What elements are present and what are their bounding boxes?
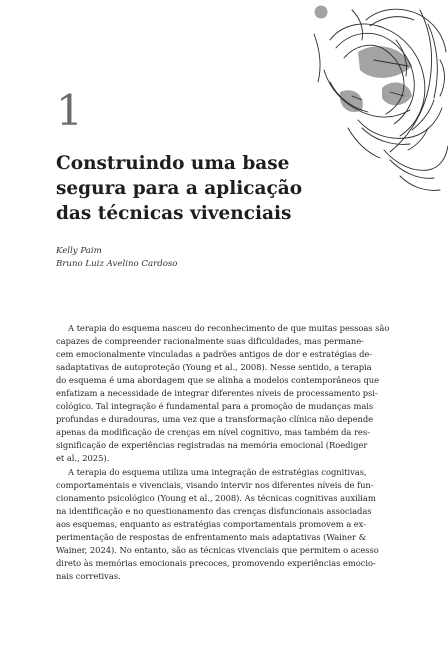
text-line: et al., 2025).	[56, 453, 110, 464]
author-name: Bruno Luiz Avelino Cardoso	[56, 259, 178, 269]
text-line: A terapia do esquema utiliza uma integração de estratégias cognitivas,	[68, 466, 367, 477]
text-line: Wainer, 2024). No entanto, são as técnicas vivenciais que permitem o acesso	[56, 544, 379, 555]
paragraph-1	[56, 322, 396, 466]
text-line: A terapia do esquema nasceu do reconhecimento de que muitas pessoas são	[68, 323, 390, 333]
chapter-title	[56, 151, 356, 226]
author-name: Kelly Paim	[56, 246, 102, 256]
text-line: cológico. Tal integração é fundamental para a promoção de mudanças mais	[56, 401, 374, 412]
text-line: capazes de compreender racionalmente suas dificuldades, mas permane-	[56, 336, 364, 347]
text-line: perimentação de respostas de enfrentamento mais adaptativas (Wainer &	[56, 531, 367, 542]
body-text	[56, 322, 396, 583]
text-line: aos esquemas, enquanto as estratégias comportamentais promovem a ex-	[56, 518, 366, 529]
text-line: cem emocionalmente vinculadas a padrões antigos de dor e estratégias de-	[56, 349, 373, 360]
text-line: do esquema é uma abordagem que se alinha a modelos contemporâneos que	[56, 375, 380, 386]
chapter-title-line: das técnicas vivenciais	[56, 203, 292, 224]
text-line: profundas e duradouras, uma vez que a transformação clínica não depende	[56, 414, 374, 425]
text-line: direto às memórias emocionais precoces, promovendo experiências emocio-	[56, 557, 376, 568]
paragraph-2	[56, 466, 396, 583]
author-list	[56, 245, 177, 271]
text-line: significação de experiências registradas na memória emocional (Roediger	[56, 440, 368, 451]
text-line: apenas da modificação de crenças em nível cognitivo, mas também da res-	[56, 427, 370, 438]
chapter-title-line: segura para a aplicação	[56, 178, 303, 199]
text-line: nais corretivas.	[56, 570, 121, 581]
text-line: enfatizam a necessidade de integrar diferentes níveis de processamento psi-	[56, 388, 378, 399]
chapter-title-line: Construindo uma base	[56, 153, 290, 174]
text-line: sadaptativas de autoproteção (Young et al., 2008). Nesse sentido, a terapia	[56, 362, 372, 373]
text-line: comportamentais e vivenciais, visando intervir nos diferentes níveis de fun-	[56, 479, 374, 490]
text-line: cionamento psicológico (Young et al., 2008). As técnicas cognitivas auxiliam	[56, 492, 376, 503]
text-line: na identificação e no questionamento das crenças disfuncionais associadas	[56, 505, 372, 516]
chapter-number: 1	[56, 86, 83, 135]
